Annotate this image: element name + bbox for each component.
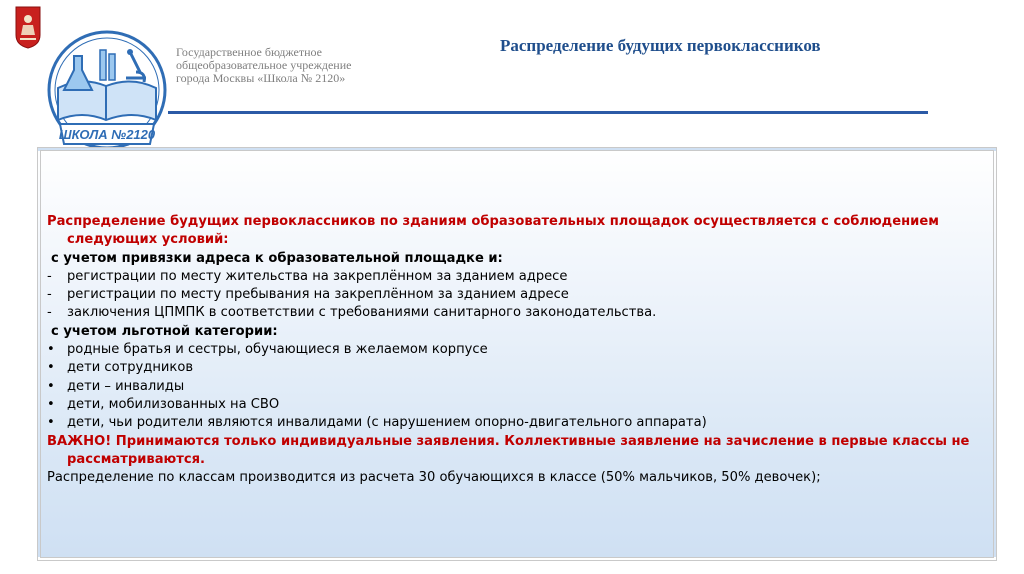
list-item-text: регистрации по месту пребывания на закреплённом за зданием адресе bbox=[67, 287, 569, 303]
important-notice: ВАЖНО! Принимаются только индивидуальные заявления. Коллективные заявление на зачисление в первые классы не рассматриваются. bbox=[47, 433, 970, 467]
organization-name bbox=[176, 46, 436, 85]
list-item-text: дети, чьи родители являются инвалидами (с нарушением опорно-двигательного аппарата) bbox=[67, 415, 707, 431]
logo-caption: ШКОЛА №2120 bbox=[58, 127, 156, 142]
list-item bbox=[47, 341, 973, 359]
moscow-coat-of-arms-icon bbox=[14, 5, 42, 49]
list-item-text: родные братья и сестры, обучающиеся в желаемом корпусе bbox=[67, 342, 488, 358]
content-panel bbox=[37, 147, 997, 561]
list-item-text: дети – инвалиды bbox=[67, 378, 185, 394]
dash-marker: - bbox=[47, 305, 52, 321]
content-body bbox=[47, 213, 973, 487]
org-line: Государственное бюджетное bbox=[176, 45, 322, 59]
bullet-marker: • bbox=[47, 342, 55, 358]
school-logo-icon bbox=[46, 28, 168, 153]
list-item bbox=[47, 414, 973, 432]
dash-marker: - bbox=[47, 287, 52, 303]
list-item bbox=[47, 268, 973, 286]
list-item bbox=[47, 286, 973, 304]
list-item-text: дети сотрудников bbox=[67, 360, 194, 376]
intro-text: Распределение будущих первоклассников по зданиям образовательных площадок осуществляется с соблюдением следующих условий: bbox=[47, 214, 939, 248]
list-item bbox=[47, 378, 973, 396]
bullet-marker: • bbox=[47, 378, 55, 394]
list-item-text: регистрации по месту жительства на закреплённом за зданием адресе bbox=[67, 268, 568, 284]
header-divider bbox=[168, 111, 928, 114]
list-item bbox=[47, 304, 973, 322]
distribution-text: Распределение по классам производится из расчета 30 обучающихся в классе (50% мальчиков, 50% девочек); bbox=[47, 470, 821, 486]
bullet-marker: • bbox=[47, 360, 55, 376]
list-item-text: дети, мобилизованных на СВО bbox=[67, 396, 280, 412]
dash-marker: - bbox=[47, 268, 52, 284]
page-title: Распределение будущих первоклассников bbox=[500, 36, 821, 55]
list-item bbox=[47, 359, 973, 377]
org-line: общеобразовательное учреждение bbox=[176, 58, 352, 72]
list-item bbox=[47, 396, 973, 414]
section1-heading: с учетом привязки адреса к образовательной площадке и: bbox=[51, 250, 503, 266]
bullet-marker: • bbox=[47, 415, 55, 431]
section2-heading: с учетом льготной категории: bbox=[51, 323, 278, 339]
org-line: города Москвы «Школа № 2120» bbox=[176, 71, 346, 85]
list-item-text: заключения ЦПМПК в соответствии с требованиями санитарного законодательства. bbox=[67, 305, 657, 321]
bullet-marker: • bbox=[47, 396, 55, 412]
